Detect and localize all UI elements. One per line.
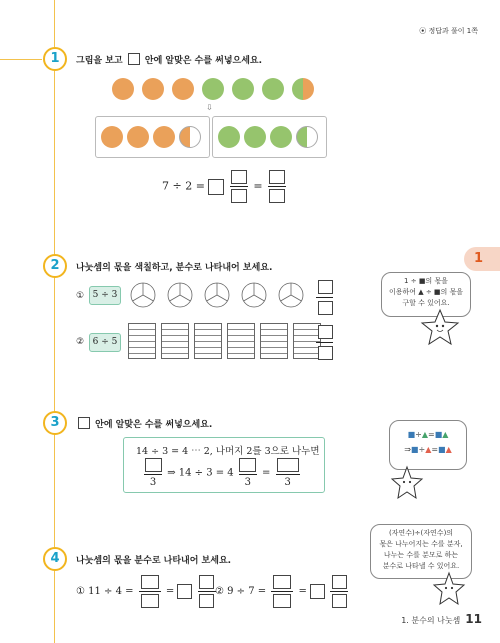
q3-pattern-bubble [389,420,467,470]
green-circle [262,78,284,100]
numerator-box[interactable] [141,575,159,589]
q1-instruction: 그림을 보고 안에 알맞은 수를 써넣으세요. [76,53,262,66]
numerator-box[interactable] [145,458,162,472]
pie-row[interactable] [130,282,310,308]
q4-item-1: ① 11 ÷ 4 = = [76,575,218,608]
denominator-box[interactable] [199,594,214,608]
numerator-box[interactable] [332,575,347,589]
question-number-3: 3 [43,411,67,435]
green-circle [244,126,266,148]
q4-item-2: ② 9 ÷ 7 = = [215,575,350,608]
pattern-row-2-icon: ⇒■÷▲=■▲ [404,445,452,454]
page-number: 11 [465,612,482,626]
answer-fraction [230,170,248,203]
numerator-box[interactable] [239,458,256,472]
q2-instruction: 나눗셈의 몫을 색칠하고, 분수로 나타내어 보세요. [76,263,273,273]
q2-hint-bubble: 1 ÷ ■의 몫을 이용하여 ▲ ÷ ■의 몫을 구할 수 있어요. [381,272,471,317]
grid-rect[interactable] [227,323,255,359]
grid-rect[interactable] [194,323,222,359]
chapter-tab: 1 [464,247,500,271]
orange-circle [127,126,149,148]
grid-rect[interactable] [260,323,288,359]
denominator-box[interactable] [141,594,159,608]
q2-item-1-expr: 5 ÷ 3 [89,286,121,305]
denominator-box[interactable] [318,346,333,360]
numerator-box[interactable] [277,458,299,472]
numerator-box[interactable] [318,325,333,339]
orange-circle [142,78,164,100]
q3-box [123,437,325,493]
answer-link[interactable]: ⦿ 정답과 풀이 1쪽 [419,27,478,35]
denominator-box[interactable] [269,189,285,203]
q4-hint-bubble: (자연수)÷(자연수)의 몫은 나누어지는 수를 분자, 나누는 수를 분모로 하는 분수로 나타낼 수 있어요. [370,524,472,579]
orange-circle [112,78,134,100]
numerator-box[interactable] [269,170,285,184]
whole-box[interactable] [177,584,192,599]
whole-box[interactable] [310,584,325,599]
q2-item-2-index: ② [76,337,85,347]
denominator-box[interactable] [318,301,333,315]
numerator-box[interactable] [318,280,333,294]
blank-box-icon [78,417,90,429]
question-number-1: 1 [43,47,67,71]
denominator-box[interactable] [332,594,347,608]
numerator-box[interactable] [273,575,291,589]
answer-fraction [268,170,286,203]
green-circle [202,78,224,100]
orange-circle [153,126,175,148]
pattern-row-1-icon: ■÷▲=■▲ [407,430,449,439]
q3-instruction: 안에 알맞은 수를 써넣으세요. [76,417,212,430]
rect-row[interactable] [128,323,321,359]
q3-line2: 3 ⇒ 14 ÷ 3 = 4 3 = 3 [142,458,302,488]
q1-equation: 7 ÷ 2 = = [162,170,288,203]
q2-item-1-fraction [318,280,333,315]
question-number-2: 2 [43,254,67,278]
green-circle [232,78,254,100]
down-arrow-icon: ⇩ [206,103,213,112]
grid-rect[interactable] [293,323,321,359]
pie-circle [131,283,303,307]
q3-line1: 14 ÷ 3 = 4 ⋯ 2, 나머지 2를 3으로 나누면 [136,446,320,457]
blank-box-icon [128,53,140,65]
grid-rect[interactable] [128,323,156,359]
denominator-box[interactable] [231,189,247,203]
green-circle [270,126,292,148]
green-circle [218,126,240,148]
margin-tick [0,59,42,60]
half-circle [292,78,314,100]
answer-box[interactable] [208,179,224,195]
orange-circle [172,78,194,100]
half-green-circle [296,126,318,148]
question-number-4: 4 [43,547,67,571]
orange-group-box [95,116,210,158]
numerator-box[interactable] [199,575,214,589]
star-character-icon [390,464,424,504]
page-footer: 1. 분수의 나눗셈 11 [401,612,482,626]
denominator-box[interactable] [273,594,291,608]
grid-rect[interactable] [161,323,189,359]
half-orange-circle [179,126,201,148]
star-character-icon [432,570,466,608]
q2-item-1-index: ① [76,291,85,301]
green-group-box [212,116,327,158]
q2-item-2-expr: 6 ÷ 5 [89,333,121,352]
q4-instruction: 나눗셈의 몫을 분수로 나타내어 보세요. [76,556,232,566]
answer-icon: ⦿ [419,27,427,35]
star-character-icon [420,306,460,350]
orange-circle [101,126,123,148]
numerator-box[interactable] [231,170,247,184]
q2-item-2-fraction [318,325,333,360]
